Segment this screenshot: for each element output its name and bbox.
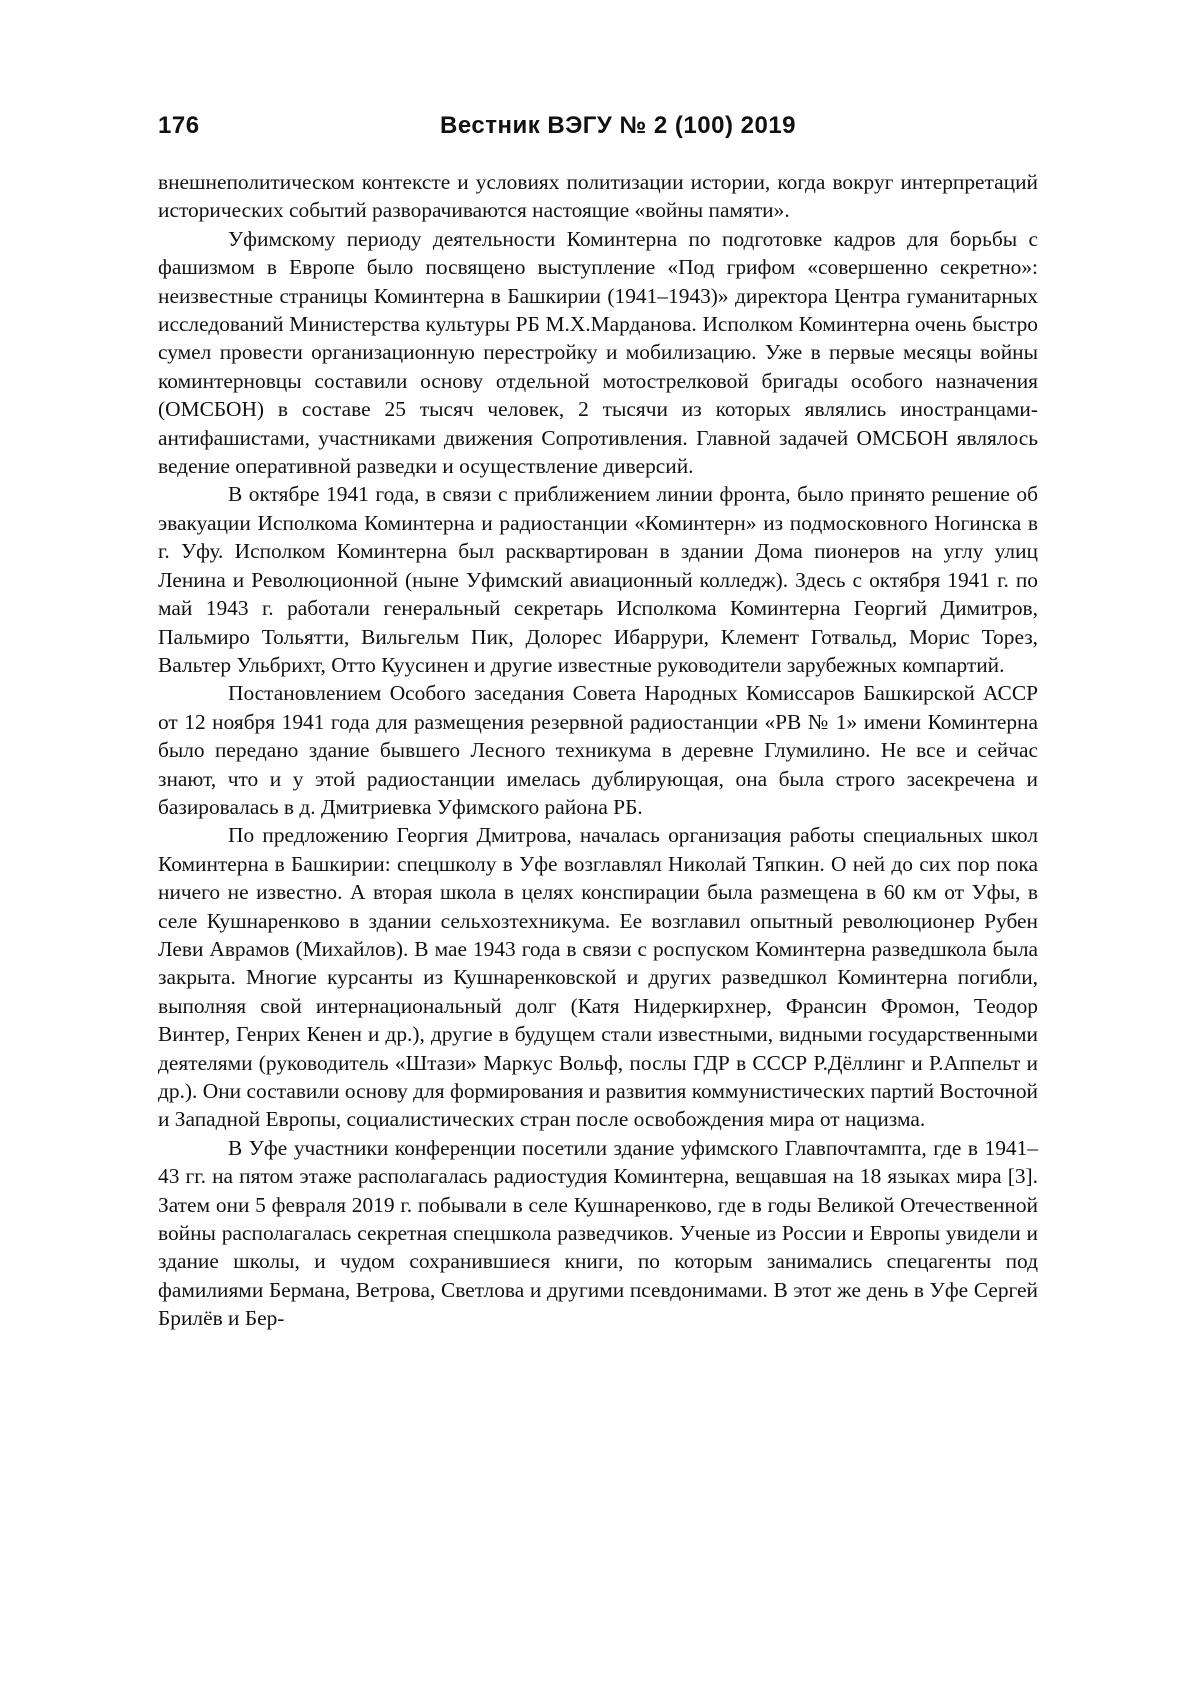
article-body [158, 168, 1038, 1333]
paragraph-ufa-period: Уфимскому периоду деятельности Коминтерна по подготовке кадров для борьбы с фашизмом в Европе было посвящено выступление «Под грифом «совершенно секретно»: неизвестные страницы Коминтерна в Башкирии (1941–1943)» директора Центра гуманитарных исследований Министерства культуры РБ М.Х.Марданова. Исполком Коминтерна очень быстро сумел провести организационную перестройку и мобилизацию. Уже в первые месяцы войны коминтерновцы составили основу отдельной мотострелковой бригады особого назначения (ОМСБОН) в составе 25 тысяч человек, 2 тысячи из которых являлись иностранцами-антифашистами, участниками движения Сопротивления. Главной задачей ОМСБОН являлось ведение оперативной разведки и осуществление диверсий. [158, 226, 1038, 479]
paragraph-special-schools: По предложению Георгия Дмитрова, началась организация работы специальных школ Коминтерна в Башкирии: спецшколу в Уфе возглавлял Николай Тяпкин. О ней до сих пор пока ничего не известно. А вторая школа в целях конспирации была размещена в 60 км от Уфы, в селе Кушнаренково в здании сельхозтехникума. Ее возглавил опытный революционер Рубен Леви Аврамов (Михайлов). В мае 1943 года в связи с роспуском Коминтерна разведшкола была закрыта. Многие курсанты из Кушнаренковской и других разведшкол Коминтерна погибли, выполняя свой интернациональный долг (Катя Нидеркирхнер, Франсин Фромон, Теодор Винтер, Генрих Кенен и др.), другие в будущем стали известными, видными государственными деятелями (руководитель «Штази» Маркус Вольф, послы ГДР в СССР Р.Дёллинг и Р.Аппельт и др.). Они составили основу для формирования и развития коммунистических партий Восточной и Западной Европы, социалистических стран после освобождения мира от нацизма. [158, 823, 1038, 1132]
paragraph-continuation: внешнеполитическом контексте и условиях политизации истории, когда вокруг интерпретаций исторических событий разворачиваются настоящие «войны памяти». [158, 170, 1038, 223]
running-head [158, 112, 1038, 152]
paragraph-evacuation: В октябре 1941 года, в связи с приближением линии фронта, было принято решение об эвакуации Исполкома Коминтерна и радиостанции «Коминтерн» из подмосковного Ногинска в г. Уфу. Исполком Коминтерна был расквартирован в здании Дома пионеров на углу улиц Ленина и Революционной (ныне Уфимский авиационный колледж). Здесь с октября 1941 г. по май 1943 г. работали генеральный секретарь Исполкома Коминтерна Георгий Димитров, Пальмиро Тольятти, Вильгельм Пик, Долорес Ибаррури, Клемент Готвальд, Морис Торез, Вальтер Ульбрихт, Отто Куусинен и другие известные руководители зарубежных компартий. [158, 482, 1038, 677]
journal-title: Вестник ВЭГУ № 2 (100) 2019 [439, 112, 797, 139]
page-number: 176 [158, 112, 200, 139]
journal-page [158, 112, 1038, 1333]
paragraph-conference-visit: В Уфе участники конференции посетили здание уфимского Главпочтампта, где в 1941–43 гг. на пятом этаже располагалась радиостудия Коминтерна, вещавшая на 18 языках мира [3]. Затем они 5 февраля 2019 г. побывали в селе Кушнаренково, где в годы Великой Отечественной войны располагалась секретная спецшкола разведчиков. Ученые из России и Европы увидели и здание школы, и чудом сохранившиеся книги, по которым занимались спецагенты под фамилиями Бермана, Ветрова, Светлова и другими псевдонимами. В этот же день в Уфе Сергей Брилёв и Бер- [158, 1135, 1038, 1331]
paragraph-radio-station: Постановлением Особого заседания Совета Народных Комиссаров Башкирской АССР от 12 ноября 1941 года для размещения резервной радиостанции «РВ № 1» имени Коминтерна было передано здание бывшего Лесного техникума в деревне Глумилино. Не все и сейчас знают, что и у этой радиостанции имелась дублирующая, она была строго засекречена и базировалась в д. Дмитриевка Уфимского района РБ. [158, 681, 1038, 819]
